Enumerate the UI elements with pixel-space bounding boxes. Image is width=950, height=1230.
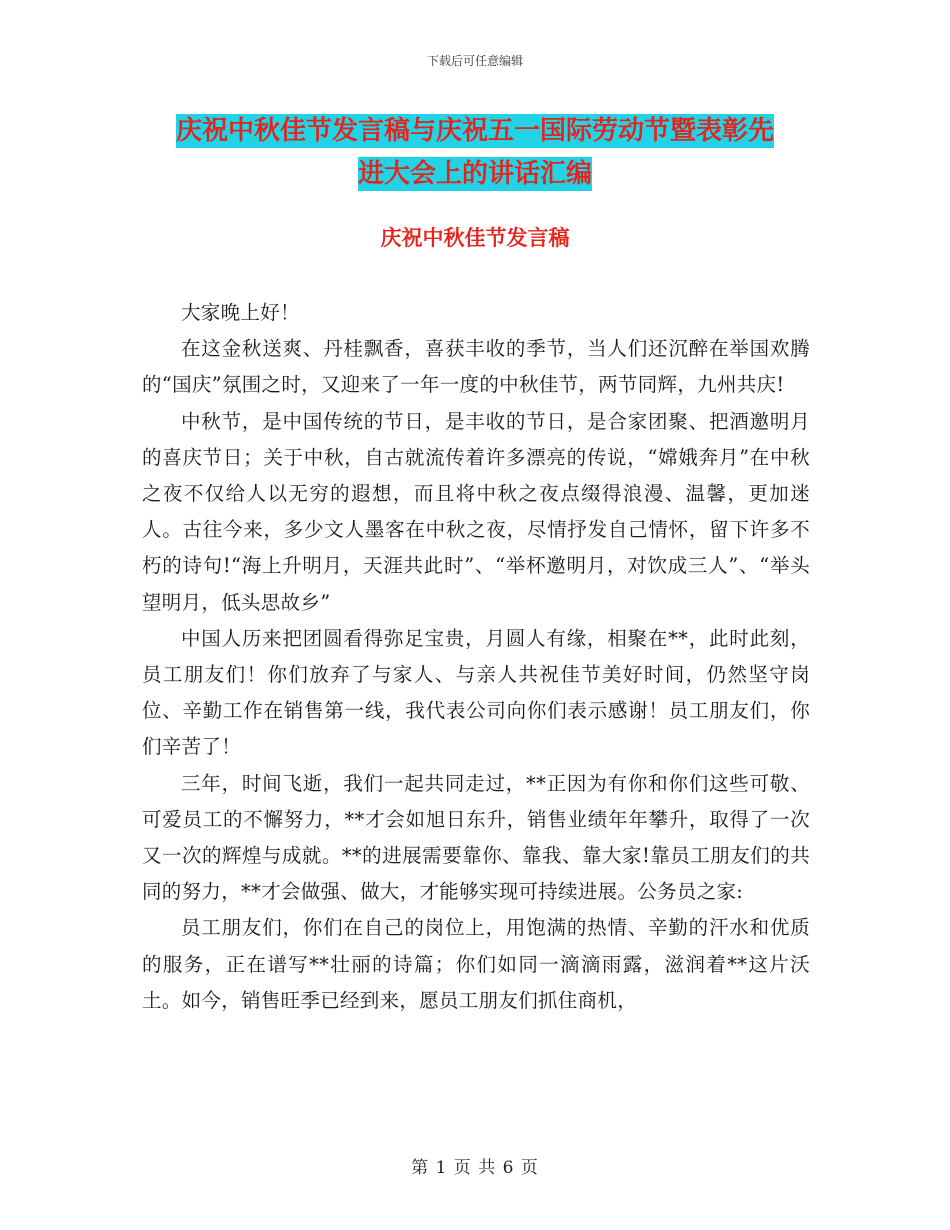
paragraph: 三年，时间飞逝，我们一起共同走过，**正因为有你和你们这些可敬、可爱员工的不懈努力，**才会如旭日东升，销售业绩年年攀升，取得了一次又一次的辉煌与成就。**的进展需要靠你、靠我、靠大家!靠员工朋友们的共同的努力，**才会做强、做大，才能够实现可持续进展。公务员之家: [142, 771, 810, 904]
paragraph: 员工朋友们，你们在自己的岗位上，用饱满的热情、辛勤的汗水和优质的服务，正在谱写**壮丽的诗篇；你们如同一滴滴雨露，滋润着**这片沃土。如今，销售旺季已经到来，愿员工朋友们抓住商机， [142, 916, 810, 1012]
page-number-footer: 第 1 页 共 6 页 [411, 1158, 539, 1178]
document-title-line-1 [0, 112, 950, 150]
paragraph: 在这金秋送爽、丹桂飘香，喜获丰收的季节，当人们还沉醉在举国欢腾的“国庆”氛围之时，又迎来了一年一度的中秋佳节，两节同辉，九州共庆! [142, 337, 810, 397]
document-title-text-2: 进大会上的讲话汇编 [357, 159, 592, 189]
header-note: 下载后可任意编辑 [426, 54, 523, 68]
paragraph-greeting: 大家晚上好！ [181, 301, 300, 324]
document-title-text-1: 庆祝中秋佳节发言稿与庆祝五一国际劳动节暨表彰先 [175, 116, 774, 146]
section-title: 庆祝中秋佳节发言稿 [380, 226, 570, 250]
document-body [142, 295, 810, 1019]
paragraph: 中国人历来把团圆看得弥足宝贵，月圆人有缘，相聚在**，此时此刻，员工朋友们！你们放弃了与家人、与亲人共祝佳节美好时间，仍然坚守岗位、辛勤工作在销售第一线，我代表公司向你们表示感谢！员工朋友们，你们辛苦了！ [142, 626, 810, 759]
paragraph: 中秋节，是中国传统的节日，是丰收的节日，是合家团聚、把酒邀明月的喜庆节日；关于中秋，自古就流传着许多漂亮的传说，“嫦娥奔月”在中秋之夜不仅给人以无穷的遐想，而且将中秋之夜点缀得浪漫、温馨，更加迷人。古往今来，多少文人墨客在中秋之夜，尽情抒发自己情怀，留下许多不朽的诗句!“海上升明月，天涯共此时”、“举杯邀明月，对饮成三人”、“举头望明月，低头思故乡” [142, 409, 810, 614]
document-title-line-2 [0, 155, 950, 193]
